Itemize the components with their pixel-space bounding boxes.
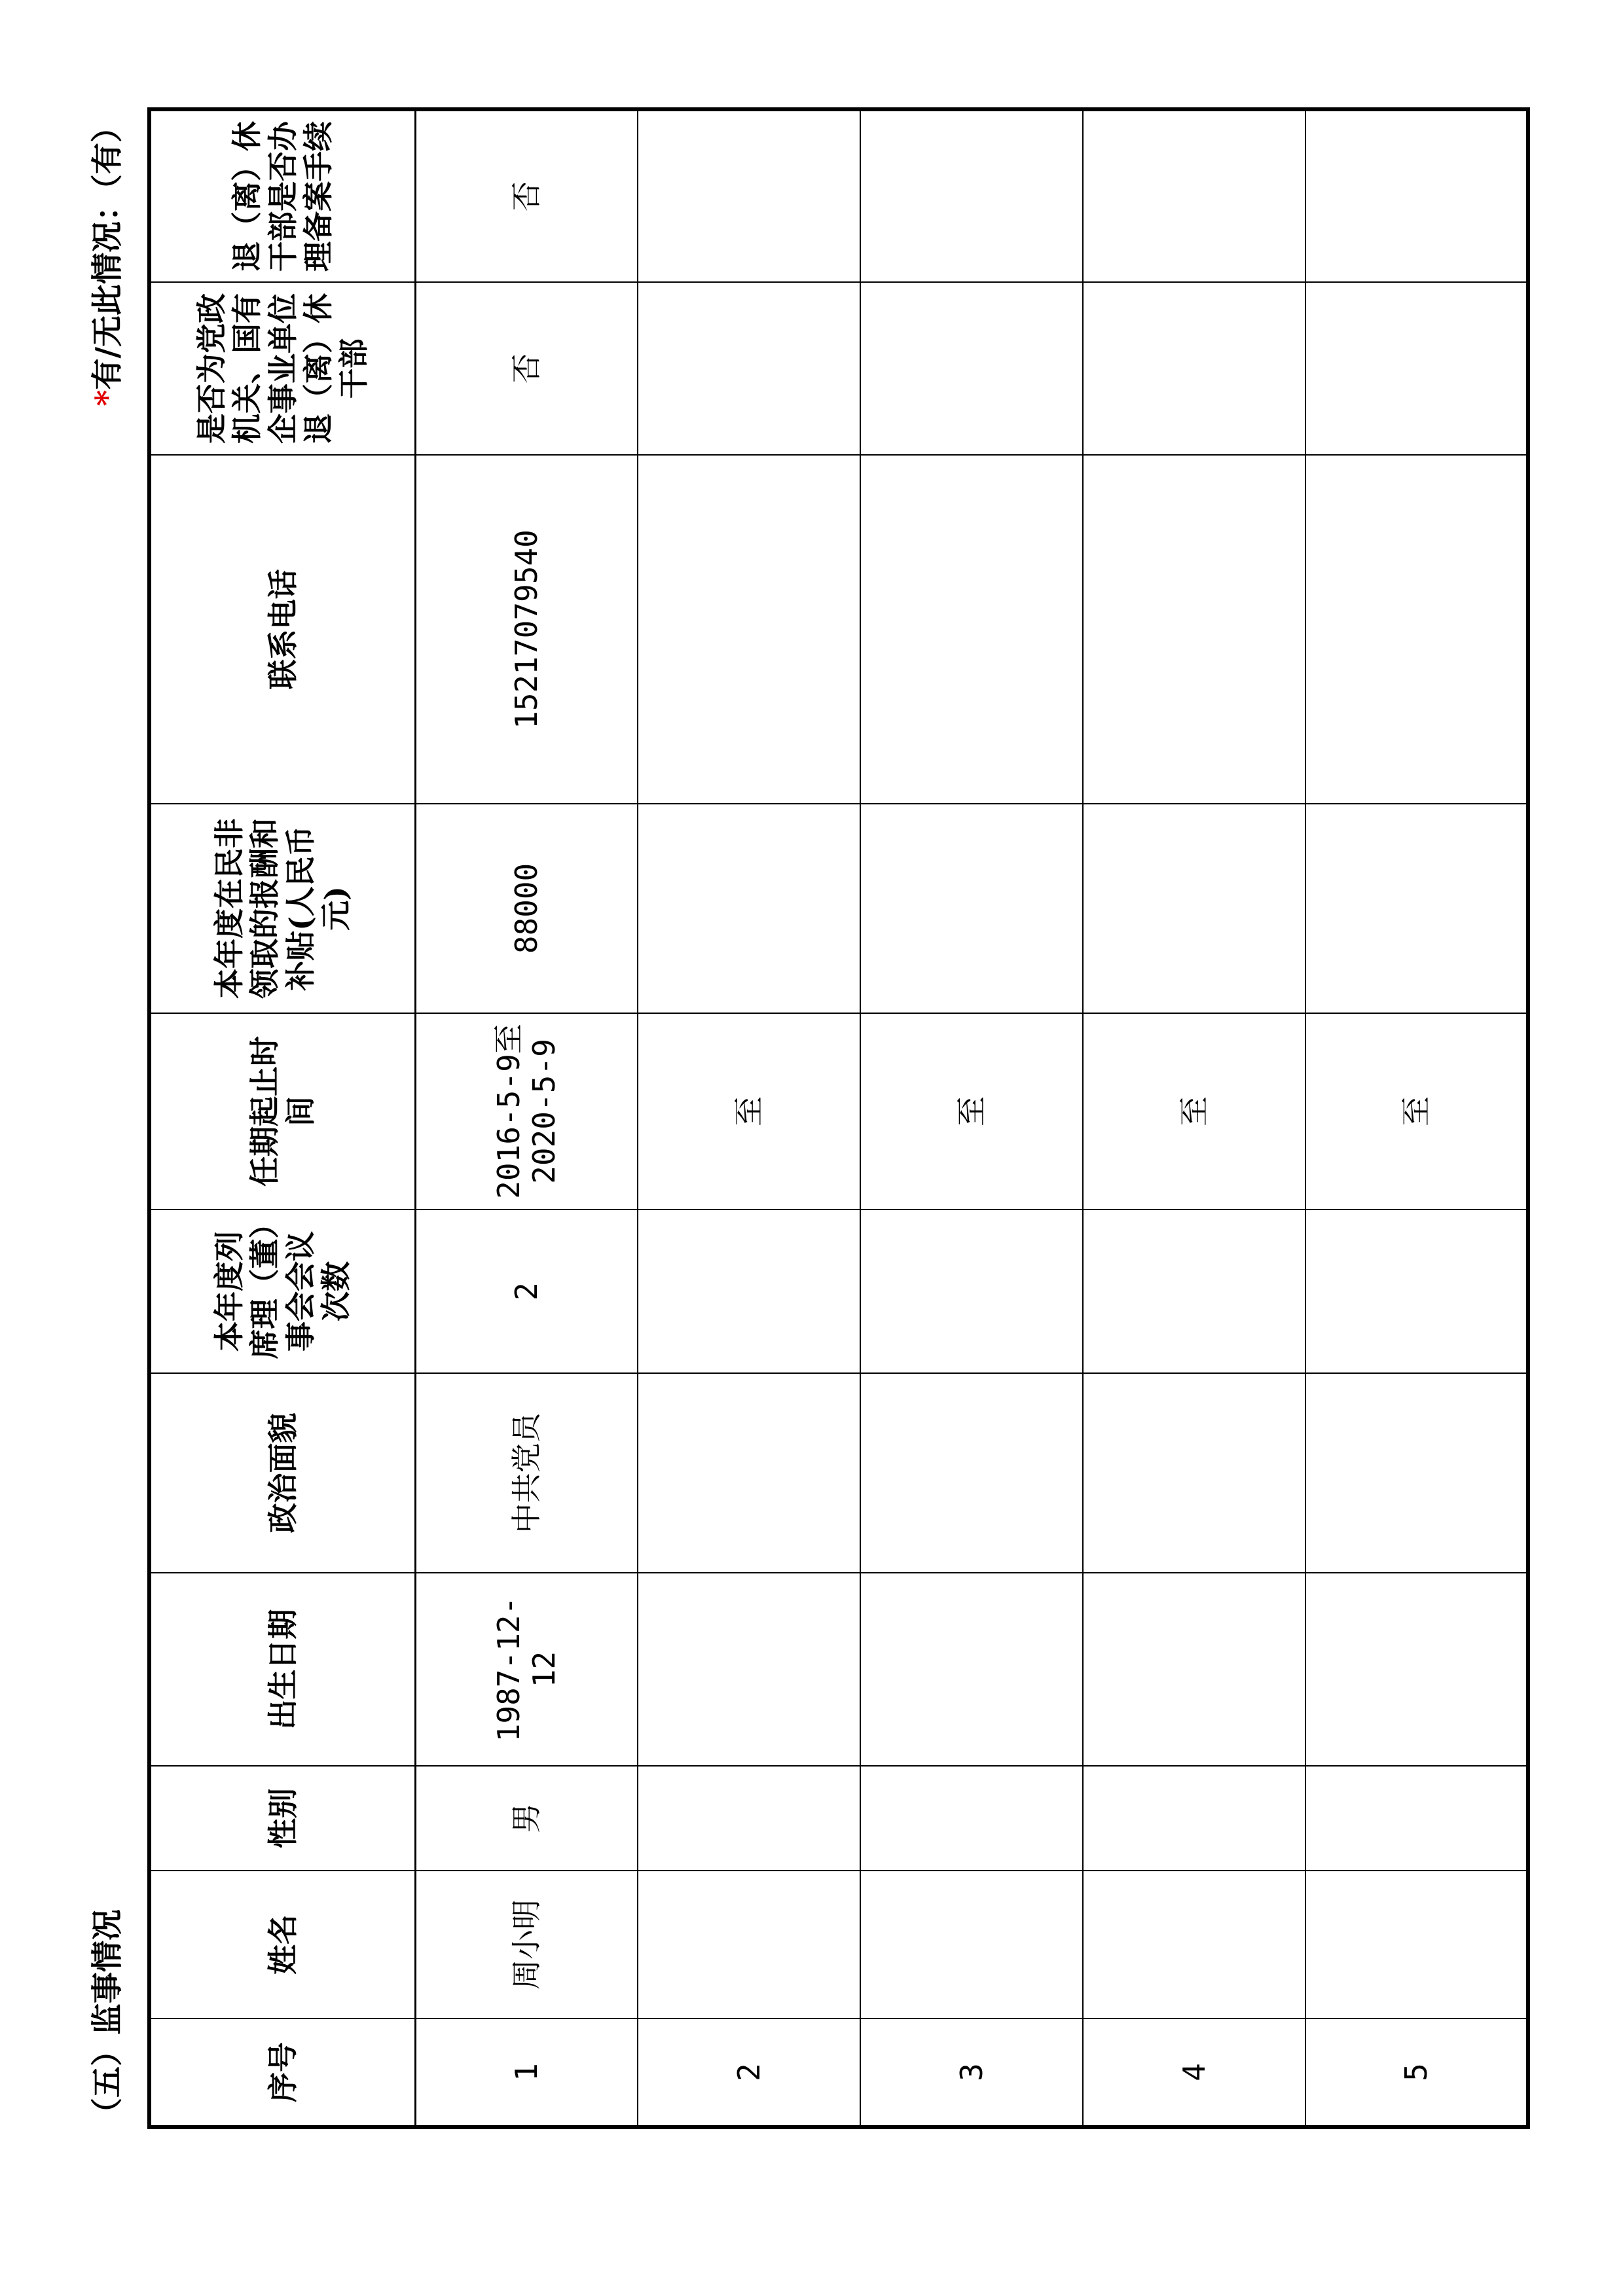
cell-filing-done — [1083, 109, 1305, 282]
cell-name: 周小明 — [415, 1871, 638, 2018]
cell-political-status — [1305, 1373, 1528, 1573]
cell-birth-date — [1083, 1573, 1305, 1766]
status-notice-text: 有/无此情况：（有） — [89, 111, 126, 390]
cell-term: 至 — [860, 1013, 1083, 1210]
header-compensation: 本年度在民非领取的报酬和补贴(人民币元) — [149, 804, 415, 1013]
header-retired-cadre: 是否为党政机关、国有企事业单位退（离）休干部 — [149, 282, 415, 455]
cell-political-status: 中共党员 — [415, 1373, 638, 1573]
header-birth-date: 出生日期 — [149, 1573, 415, 1766]
cell-seq: 2 — [638, 2018, 860, 2127]
header-seq: 序号 — [149, 2018, 415, 2127]
cell-political-status — [638, 1373, 860, 1573]
header-term: 任期起止时间 — [149, 1013, 415, 1210]
header-row — [149, 109, 415, 2127]
cell-name — [860, 1871, 1083, 2018]
cell-term: 至 — [1083, 1013, 1305, 1210]
cell-phone: 15217079540 — [415, 455, 638, 804]
header-political-status: 政治面貌 — [149, 1373, 415, 1573]
cell-meetings-attended — [638, 1210, 860, 1373]
cell-gender — [1305, 1766, 1528, 1871]
table-row — [1083, 109, 1305, 2127]
cell-compensation — [860, 804, 1083, 1013]
cell-retired-cadre — [1083, 282, 1305, 455]
cell-gender — [1083, 1766, 1305, 1871]
cell-retired-cadre: 否 — [415, 282, 638, 455]
cell-filing-done — [1305, 109, 1528, 282]
header-gender: 性别 — [149, 1766, 415, 1871]
cell-phone — [1305, 455, 1528, 804]
table-row — [415, 109, 638, 2127]
cell-meetings-attended — [1305, 1210, 1528, 1373]
cell-name — [638, 1871, 860, 2018]
cell-birth-date: 1987-12-12 — [415, 1573, 638, 1766]
cell-compensation — [1083, 804, 1305, 1013]
cell-filing-done — [638, 109, 860, 282]
cell-meetings-attended: 2 — [415, 1210, 638, 1373]
cell-seq: 4 — [1083, 2018, 1305, 2127]
cell-phone — [860, 455, 1083, 804]
cell-phone — [1083, 455, 1305, 804]
cell-name — [1083, 1871, 1305, 2018]
header-phone: 联系电话 — [149, 455, 415, 804]
cell-compensation: 88000 — [415, 804, 638, 1013]
cell-name — [1305, 1871, 1528, 2018]
table-row — [860, 109, 1083, 2127]
cell-compensation — [1305, 804, 1528, 1013]
cell-political-status — [1083, 1373, 1305, 1573]
cell-filing-done: 否 — [415, 109, 638, 282]
cell-compensation — [638, 804, 860, 1013]
cell-term: 2016-5-9至2020-5-9 — [415, 1013, 638, 1210]
supervisor-table — [147, 107, 1530, 2129]
cell-birth-date — [860, 1573, 1083, 1766]
cell-birth-date — [638, 1573, 860, 1766]
cell-seq: 5 — [1305, 2018, 1528, 2127]
cell-retired-cadre — [1305, 282, 1528, 455]
header-name: 姓名 — [149, 1871, 415, 2018]
table-row — [1305, 109, 1528, 2127]
cell-term: 至 — [1305, 1013, 1528, 1210]
cell-political-status — [860, 1373, 1083, 1573]
cell-phone — [638, 455, 860, 804]
cell-retired-cadre — [638, 282, 860, 455]
table-row — [638, 109, 860, 2127]
cell-meetings-attended — [860, 1210, 1083, 1373]
header-filing-done: 退（离）休干部是否办理备案手续 — [149, 109, 415, 282]
cell-birth-date — [1305, 1573, 1528, 1766]
cell-term: 至 — [638, 1013, 860, 1210]
header-meetings-attended: 本年度列席理（董）事会会议次数 — [149, 1210, 415, 1373]
cell-meetings-attended — [1083, 1210, 1305, 1373]
cell-filing-done — [860, 109, 1083, 282]
cell-gender — [860, 1766, 1083, 1871]
cell-gender: 男 — [415, 1766, 638, 1871]
required-asterisk: * — [89, 389, 126, 406]
cell-seq: 3 — [860, 2018, 1083, 2127]
cell-retired-cadre — [860, 282, 1083, 455]
status-notice — [89, 111, 126, 406]
section-title: （五）监事情况 — [89, 1909, 126, 2129]
cell-seq: 1 — [415, 2018, 638, 2127]
cell-gender — [638, 1766, 860, 1871]
